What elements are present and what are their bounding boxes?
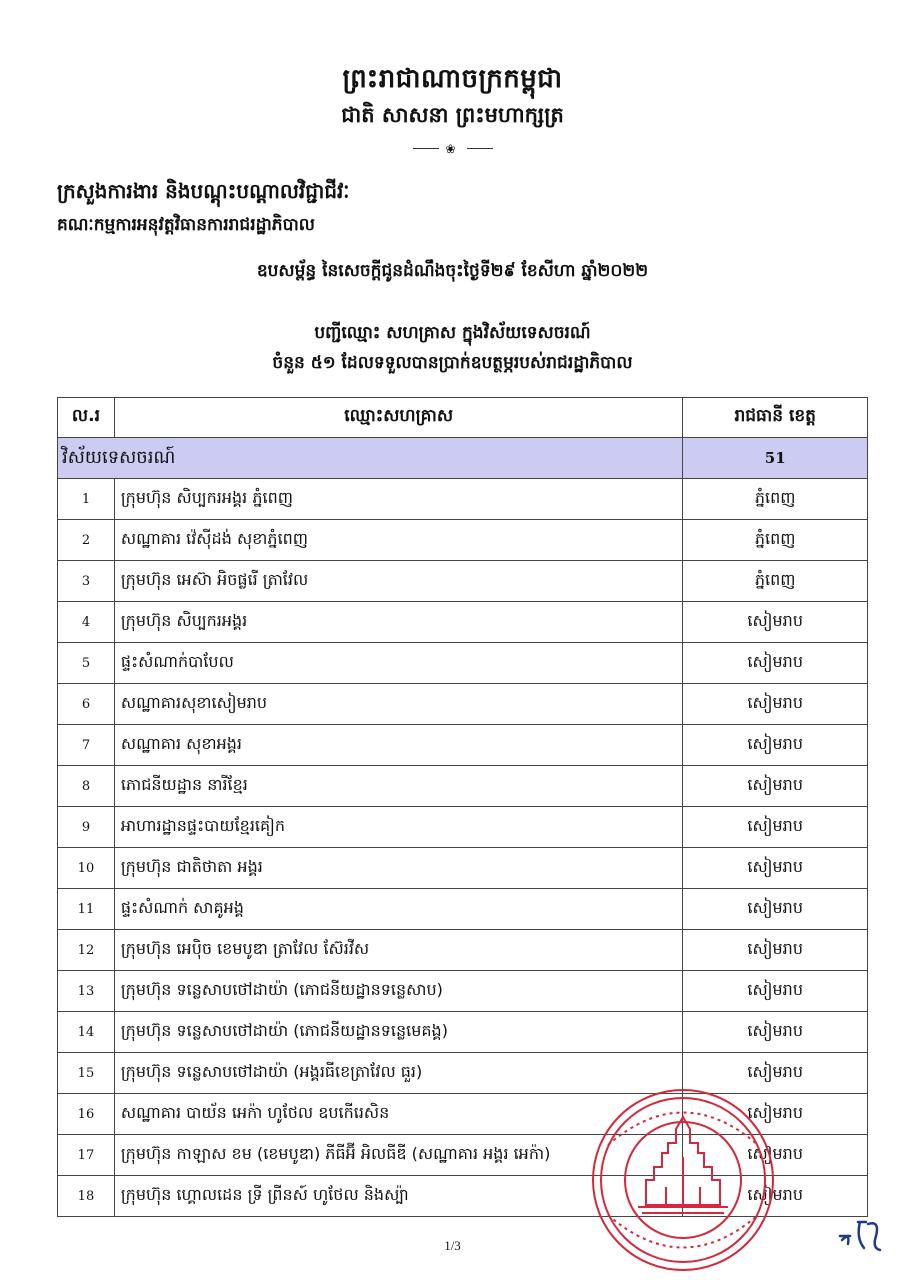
table-row: [58, 930, 868, 971]
ministry-name: ក្រសួងការងារ និងបណ្តុះបណ្តាលវិជ្ជាជីវៈ: [57, 179, 350, 203]
enterprise-name: ក្រុមហ៊ុន សិប្បករអង្គរ: [114, 602, 683, 643]
enterprise-name: ផ្ទះសំណាក់ សាគូអង្គ: [114, 889, 683, 930]
table-row: [58, 848, 868, 889]
section-count: 51: [683, 438, 868, 479]
table-row: [58, 725, 868, 766]
province-name: សៀមរាប: [683, 807, 868, 848]
province-name: សៀមរាប: [683, 848, 868, 889]
province-name: សៀមរាប: [683, 1053, 868, 1094]
section-label: វិស័យទេសចរណ៍: [58, 438, 683, 479]
row-number: 17: [58, 1135, 115, 1176]
table-row: [58, 643, 868, 684]
table-row: [58, 479, 868, 520]
enterprise-name: ក្រុមហ៊ុន សិប្បករអង្គរ ភ្នំពេញ: [114, 479, 683, 520]
row-number: 9: [58, 807, 115, 848]
table-row: [58, 561, 868, 602]
row-number: 7: [58, 725, 115, 766]
province-name: សៀមរាប: [683, 602, 868, 643]
row-number: 6: [58, 684, 115, 725]
province-name: ភ្នំពេញ: [683, 520, 868, 561]
row-number: 3: [58, 561, 115, 602]
enterprise-name: ក្រុមហ៊ុន ជាតិថាតា អង្គរ: [114, 848, 683, 889]
row-number: 4: [58, 602, 115, 643]
annex-title: ឧបសម្ព័ន្ធ នៃសេចក្តីជូនដំណឹងចុះថ្ងៃទី២៩ ខែសីហា ឆ្នាំ២០២២: [256, 261, 649, 281]
enterprise-name: ភោជនីយដ្ឋាន នារីខ្មែរ: [114, 766, 683, 807]
document-header: [0, 62, 905, 156]
table-row: [58, 602, 868, 643]
enterprise-name: ផ្ទះសំណាក់បាបែល: [114, 643, 683, 684]
table-header-row: [58, 398, 868, 438]
table-row: [58, 889, 868, 930]
row-number: 12: [58, 930, 115, 971]
table-row: [58, 971, 868, 1012]
province-name: សៀមរាប: [683, 971, 868, 1012]
row-number: 10: [58, 848, 115, 889]
page-number: 1/3: [444, 1238, 461, 1253]
province-name: សៀមរាប: [683, 889, 868, 930]
row-number: 2: [58, 520, 115, 561]
list-title: [0, 318, 905, 378]
row-number: 8: [58, 766, 115, 807]
table-row: [58, 1012, 868, 1053]
province-name: សៀមរាប: [683, 766, 868, 807]
row-number: 11: [58, 889, 115, 930]
enterprise-name: សណ្ឋាគារសុខាសៀមរាប: [114, 684, 683, 725]
ornament-divider: [413, 142, 493, 156]
header-enterprise-name: ឈ្មោះសហគ្រាស: [114, 398, 683, 438]
row-number: 18: [58, 1176, 115, 1217]
enterprise-name: អាហារដ្ឋានផ្ទះបាយខ្មែរគៀក: [114, 807, 683, 848]
committee-name: គណៈកម្មការអនុវត្តវិធានការរាជរដ្ឋាភិបាល: [57, 215, 315, 235]
row-number: 13: [58, 971, 115, 1012]
section-row: [58, 438, 868, 479]
enterprise-name: ក្រុមហ៊ុន ទន្លេសាបថៅដាយ៉ា (អង្គរធីខេត្រាវែល ធួរ): [114, 1053, 683, 1094]
row-number: 16: [58, 1094, 115, 1135]
enterprise-name: ក្រុមហ៊ុន អេប៉ិច ខេមបូឌា ត្រាវែល ស៊ែរវីស: [114, 930, 683, 971]
enterprise-name: សណ្ឋាគារ បាយ័ន អេក៉ា ហូថែល ឧបកើរេសិន: [114, 1094, 683, 1135]
enterprise-name: ក្រុមហ៊ុន ទន្លេសាបថៅដាយ៉ា (ភោជនីយដ្ឋានទន្លេមេគង្គ): [114, 1012, 683, 1053]
list-title-line-1: បញ្ជីឈ្មោះ សហគ្រាស ក្នុងវិស័យទេសចរណ៍: [314, 323, 591, 343]
national-motto: ជាតិ សាសនា ព្រះមហាក្សត្រ: [341, 103, 564, 127]
province-name: សៀមរាប: [683, 1094, 868, 1135]
ornament-icon: ❀: [445, 142, 456, 156]
province-name: សៀមរាប: [683, 684, 868, 725]
province-name: សៀមរាប: [683, 930, 868, 971]
province-name: សៀមរាប: [683, 1176, 868, 1217]
enterprise-name: ក្រុមហ៊ុន អេស៊ា អិចផ្លរើ ត្រាវែល: [114, 561, 683, 602]
province-name: សៀមរាប: [683, 1135, 868, 1176]
table-row: [58, 684, 868, 725]
table-row: [58, 520, 868, 561]
enterprise-name: សណ្ឋាគារ វ៉េស៊ីដង់ សុខាភ្នំពេញ: [114, 520, 683, 561]
row-number: 14: [58, 1012, 115, 1053]
kingdom-title: ព្រះរាជាណាចក្រកម្ពុជា: [342, 64, 563, 94]
province-name: ភ្នំពេញ: [683, 479, 868, 520]
header-number: ល.រ: [58, 398, 115, 438]
row-number: 1: [58, 479, 115, 520]
province-name: សៀមរាប: [683, 643, 868, 684]
row-number: 5: [58, 643, 115, 684]
enterprise-name: ក្រុមហ៊ុន ហ្គោលដេន ទ្រី ព្រីនស៍ ហូថែល និងស្ប៉ា: [114, 1176, 683, 1217]
table-row: [58, 807, 868, 848]
row-number: 15: [58, 1053, 115, 1094]
province-name: ភ្នំពេញ: [683, 561, 868, 602]
enterprise-name: ក្រុមហ៊ុន កាឡាស ខម (ខេមបូឌា) ភីធីអ៊ី អិលធីឌី (សណ្ឋាគារ អង្គរ អេក៉ា): [114, 1135, 683, 1176]
enterprise-name: សណ្ឋាគារ សុខាអង្គរ: [114, 725, 683, 766]
enterprise-name: ក្រុមហ៊ុន ទន្លេសាបថៅដាយ៉ា (ភោជនីយដ្ឋានទន្លេសាប): [114, 971, 683, 1012]
province-name: សៀមរាប: [683, 1012, 868, 1053]
list-title-line-2: ចំនួន ៥១ ដែលទទួលបានប្រាក់ឧបត្ថម្ភរបស់រាជរដ្ឋាភិបាល: [272, 353, 633, 373]
table-row: [58, 766, 868, 807]
province-name: សៀមរាប: [683, 725, 868, 766]
header-province: រាជធានី ខេត្ត: [683, 398, 868, 438]
